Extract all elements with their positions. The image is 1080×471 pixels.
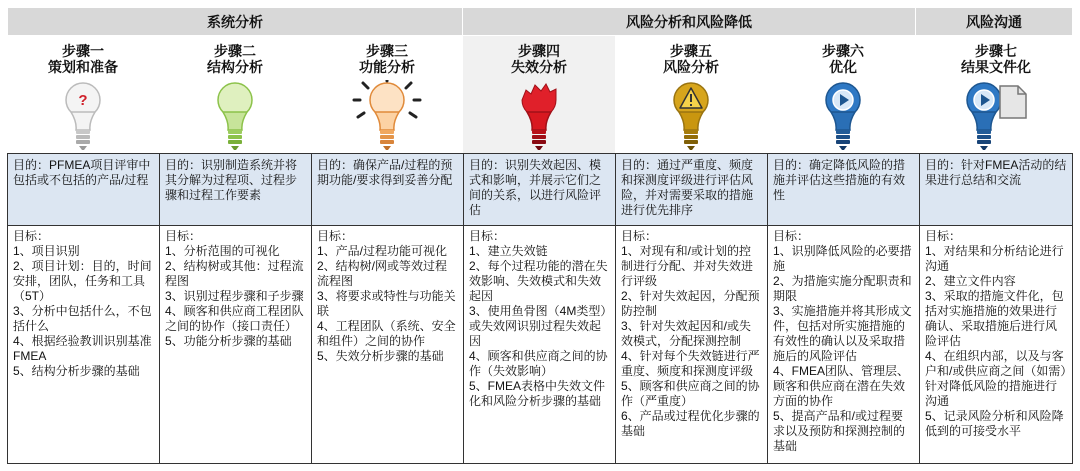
purpose-cell: 目的：识别制造系统并将其分解为过程项、过程步骤和过程工作要素	[160, 154, 311, 226]
step-6	[767, 36, 919, 153]
step-4	[463, 36, 615, 153]
goal-item: 2、结构树/网或等效过程流程图	[317, 259, 448, 288]
purpose-cell: 目的：通过严重度、频度和探测度评级进行评估风险，并对需要采取的措施进行优先排序	[616, 154, 767, 226]
step-title: 失效分析	[511, 59, 567, 75]
lightbulb-glowing-icon	[352, 80, 422, 152]
goals-label: 目标：	[13, 229, 50, 243]
step-title: 风险分析	[663, 59, 719, 75]
goal-item: 3、识别过程步骤和子步骤	[165, 289, 304, 303]
phase-label: 系统分析	[207, 13, 263, 30]
goal-item: 3、将要求或特性与功能关联	[317, 289, 456, 318]
step-3	[311, 36, 463, 153]
goal-item: 4、工程团队（系统、安全和组件）之间的协作	[317, 319, 456, 348]
goals-cell	[616, 226, 767, 442]
phase-label: 风险沟通	[966, 13, 1022, 30]
purpose-cell: 目的：PFMEA项目评审中包括或不包括的产品/过程	[8, 154, 159, 226]
goals-label: 目标：	[317, 229, 354, 243]
goal-item: 5、功能分析步骤的基础	[165, 334, 292, 348]
goal-item: 4、根据经验教训识别基准FMEA	[13, 334, 152, 363]
step-number: 步骤七	[975, 43, 1017, 59]
goals-label: 目标：	[773, 229, 810, 243]
column-step-5	[616, 154, 768, 463]
goal-item: 5、顾客和供应商之间的协作（严重度）	[621, 379, 760, 408]
step-title: 结构分析	[207, 59, 263, 75]
phase-label: 风险分析和风险降低	[626, 13, 752, 30]
lightbulb-question-icon	[61, 80, 105, 152]
goal-item: 5、失效分析步骤的基础	[317, 349, 444, 363]
column-step-7	[920, 154, 1072, 463]
goal-item: 4、在组织内部，以及与客户和/或供应商之间（如需）针对降低风险的措施进行沟通	[925, 349, 1067, 408]
step-title: 结果文件化	[961, 59, 1031, 75]
goal-item: 5、FMEA表格中失效文件化和风险分析步骤的基础	[469, 379, 606, 408]
phase-risk-communication	[916, 8, 1072, 35]
goals-label: 目标：	[925, 229, 962, 243]
step-number: 步骤六	[822, 43, 864, 59]
lightbulb-warning-icon	[669, 80, 713, 152]
lightbulb-document-icon	[964, 80, 1028, 152]
step-number: 步骤二	[214, 43, 256, 59]
column-step-6	[768, 154, 920, 463]
goal-item: 4、顾客和供应商工程团队之间的协作（接口责任）	[165, 304, 304, 333]
goal-item: 4、FMEA团队、管理层、顾客和供应商在潜在失效方面的协作	[773, 364, 910, 408]
goal-item: 5、结构分析步骤的基础	[13, 364, 140, 378]
step-number: 步骤一	[62, 43, 104, 59]
lightbulb-green-icon	[213, 80, 257, 152]
goals-cell	[160, 226, 311, 352]
goals-cell	[920, 226, 1072, 442]
step-title: 优化	[829, 59, 857, 75]
goal-item: 3、分析中包括什么，不包括什么	[13, 304, 152, 333]
column-step-1	[8, 154, 160, 463]
goal-item: 1、项目识别	[13, 244, 80, 258]
goal-item: 2、每个过程功能的潜在失效影响、失效模式和失效起因	[469, 259, 608, 303]
purpose-cell: 目的：确定降低风险的措施并评估这些措施的有效性	[768, 154, 919, 226]
goal-item: 1、分析范围的可视化	[165, 244, 280, 258]
goal-item: 1、识别降低风险的必要措施	[773, 244, 912, 273]
purpose-cell: 目的：针对FMEA活动的结果进行总结和交流	[920, 154, 1072, 226]
goal-item: 1、对现有和/或计划的控制进行分配、并对失效进行评级	[621, 244, 754, 288]
purpose-cell: 目的：识别失效起因、模式和影响，并展示它们之间的关系，以进行风险评估	[464, 154, 615, 226]
column-step-3	[312, 154, 464, 463]
step-number: 步骤四	[518, 43, 560, 59]
step-1	[7, 36, 159, 153]
step-headers	[7, 36, 1073, 153]
goal-item: 1、建立失效链	[469, 244, 548, 258]
goals-cell	[464, 226, 615, 412]
goal-item: 3、实施措施并将其形成文件，包括对所实施措施的有效性的确认以及采取措施后的风险评估	[773, 304, 912, 363]
step-7	[919, 36, 1073, 153]
svg-text:?: ?	[78, 92, 88, 109]
goal-item: 2、为措施实施分配职责和期限	[773, 274, 912, 303]
goal-item: 6、产品或过程优化步骤的基础	[621, 409, 760, 438]
goal-item: 4、顾客和供应商之间的协作（失效影响）	[469, 349, 608, 378]
fmea-steps-table	[7, 153, 1073, 464]
lightbulb-play-icon	[821, 80, 865, 152]
phase-risk-analysis	[463, 8, 915, 35]
goal-item: 2、针对失效起因，分配预防控制	[621, 289, 760, 318]
phase-system-analysis	[8, 8, 462, 35]
goals-label: 目标：	[165, 229, 202, 243]
goal-item: 3、针对失效起因和/或失效模式，分配探测控制	[621, 319, 752, 348]
goal-item: 4、针对每个失效链进行严重度、频度和探测度评级	[621, 349, 760, 378]
goals-cell	[8, 226, 159, 382]
goals-cell	[768, 226, 919, 457]
goals-label: 目标：	[621, 229, 658, 243]
column-step-2	[160, 154, 312, 463]
lightbulb-broken-icon	[517, 80, 561, 152]
step-5	[615, 36, 767, 153]
goal-item: 3、使用鱼骨图（4M类型）或失效网识别过程失效起因	[469, 304, 607, 348]
step-title: 功能分析	[359, 59, 415, 75]
goal-item: 2、项目计划：目的，时间安排，团队，任务和工具（5T）	[13, 259, 152, 303]
goal-item: 5、记录风险分析和风险降低到的可接受水平	[925, 409, 1064, 438]
column-step-4	[464, 154, 616, 463]
goals-label: 目标：	[469, 229, 506, 243]
step-2	[159, 36, 311, 153]
purpose-cell: 目的：确保产品/过程的预期功能/要求得到妥善分配	[312, 154, 463, 226]
step-number: 步骤五	[670, 43, 712, 59]
goal-item: 2、建立文件内容	[925, 274, 1016, 288]
goals-cell	[312, 226, 463, 367]
goal-item: 1、产品/过程功能可视化	[317, 244, 448, 258]
goal-item: 1、对结果和分析结论进行沟通	[925, 244, 1064, 273]
step-title: 策划和准备	[48, 59, 118, 75]
goal-item: 5、提高产品和/或过程要求以及预防和探测控制的基础	[773, 409, 906, 453]
goal-item: 3、采取的措施文件化，包括对实施措施的效果进行确认、采取措施后进行风险评估	[925, 289, 1064, 348]
goal-item: 2、结构树或其他：过程流程图	[165, 259, 304, 288]
step-number: 步骤三	[366, 43, 408, 59]
